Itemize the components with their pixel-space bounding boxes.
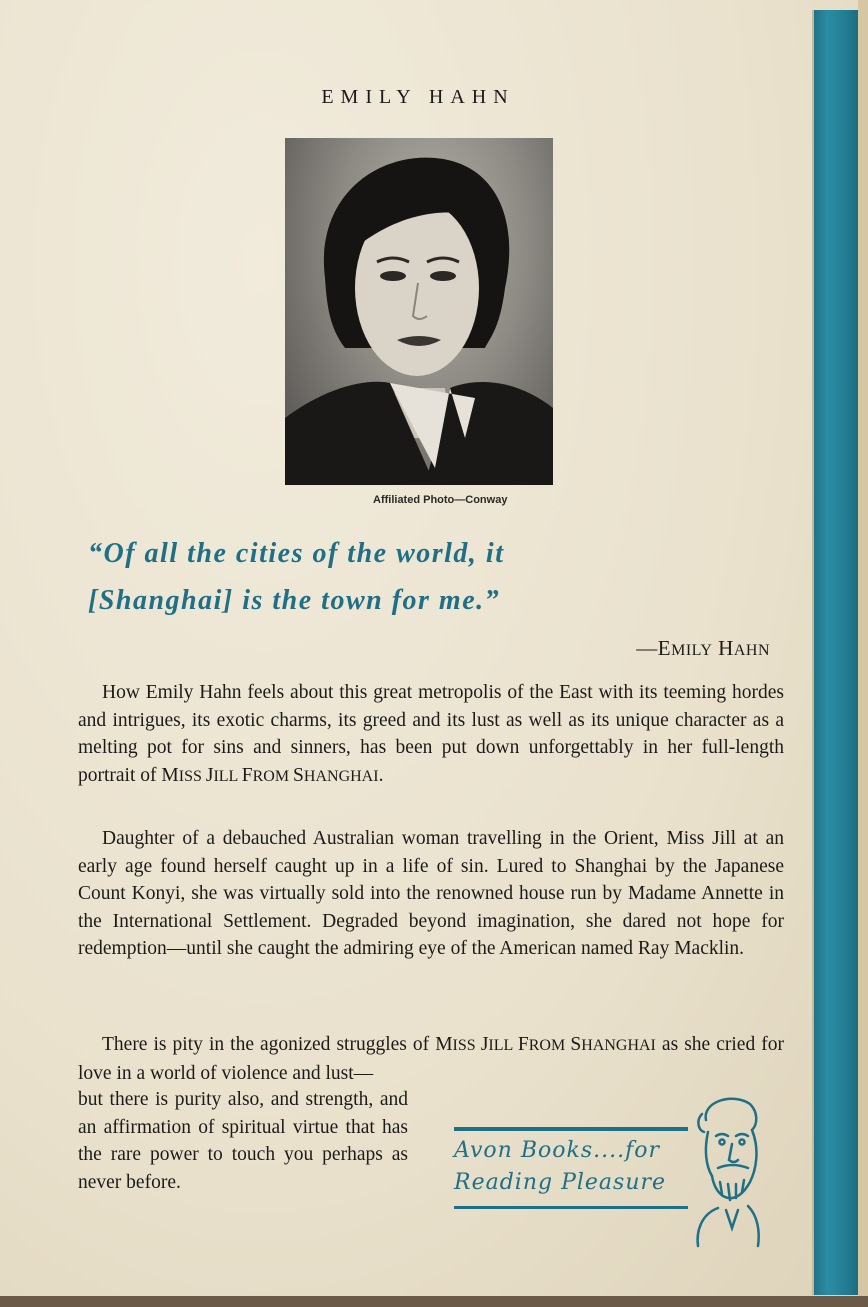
slogan-rule-top [454,1127,688,1131]
p1-title-rom: ROM [252,767,294,785]
p1-title-ill: ILL [213,767,242,785]
portrait-icon [285,138,553,485]
attribution-last-rest: AHN [733,642,770,659]
slogan-rule-bottom [454,1206,688,1209]
p3-title-f: F [517,1034,529,1055]
author-heading: EMILY HAHN [321,86,515,108]
p3-title-s: S [570,1034,582,1055]
description-paragraph-2: Daughter of a debauched Australian woman travelling in the Orient, Miss Jill at an early age found herself caught up in a life of sin. Lured to Shanghai by the Japanese Count Konyi, she was virtually sold into the renowned house run by Madame Annette in the International Settlement. Degraded beyond imagination, she dared not hope for redemption—until she caught the admiring eye of the American named Ray Macklin. [78,828,784,959]
spine-edge [858,0,868,1307]
description-paragraph-1 [78,679,784,790]
cover-bottom-edge [0,1296,868,1307]
description-paragraph-3 [78,1031,784,1087]
p3-title-ill: ILL [488,1037,518,1054]
slogan-line-2: Reading Pleasure [454,1170,667,1195]
avon-bard-face-icon [692,1090,764,1250]
p1-title-s: S [293,764,304,786]
p1-title-hanghai: HANGHAI [303,767,379,785]
p1-title-f: F [241,764,253,786]
photo-credit: Affiliated Photo—Conway [373,494,508,506]
author-portrait-photo [285,138,553,485]
slogan-line-1: Avon Books....for [454,1138,660,1163]
p3-title-hanghai: HANGHAI [581,1037,656,1054]
p3-title-iss: ISS [452,1037,481,1054]
pull-quote-line-2: [Shanghai] is the town for me.” [88,585,501,616]
p3-title-rom: ROM [528,1037,571,1054]
p3-text: There is pity in the agonized struggles of [102,1034,436,1055]
p1-text: How Emily Hahn feels about this great metropolis of the East with its teeming hordes and intrigues, its exotic charms, its greed and its lust as well as its unique character as a melting pot for sins and sinners, has been put down unforgettably in her full-length portrait of [78,682,784,786]
p3-title-j: J [480,1034,489,1055]
p1-title-m: M [161,764,179,786]
p3-text-end: as she cried for love in a world of violence and lust— [78,1034,784,1084]
pull-quote-line-1: “Of all the cities of the world, it [88,538,505,569]
p1-title-j: J [205,764,214,786]
avon-slogan-block [448,1090,768,1250]
description-paragraph-3-continuation: but there is purity also, and strength, and an affirmation of spiritual virtue that has the rare power to touch you perhaps as never before. [78,1089,408,1193]
p1-text-end: . [378,764,384,786]
attribution-initial-e: E [657,636,672,660]
p1-title-iss: ISS [178,767,206,785]
attribution-first-rest: MILY [671,642,713,659]
spine-stripe [812,10,860,1295]
attribution-initial-h: H [718,636,734,660]
p3-title-m: M [435,1034,453,1055]
attribution-dash: — [636,636,658,660]
quote-attribution [636,636,770,661]
pull-quote [88,530,728,624]
